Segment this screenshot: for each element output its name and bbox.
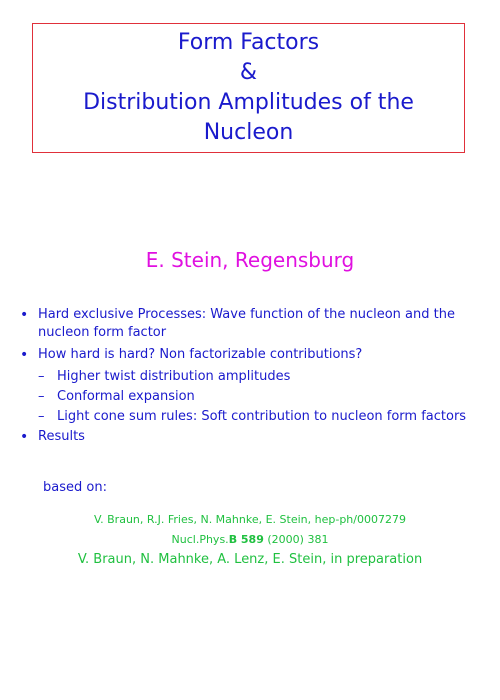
sub-bullet-list (20, 368, 490, 426)
reference-1: V. Braun, R.J. Fries, N. Mahnke, E. Stein, hep-ph/0007279 (94, 513, 406, 526)
sub-text-3: Light cone sum rules: Soft contribution to nucleon form factors (57, 409, 467, 424)
references (0, 510, 500, 570)
bullet-text-1: Hard exclusive Processes: Wave function of the nucleon and the nucleon form factor (38, 307, 455, 340)
dash-icon: – (38, 369, 45, 384)
dash-icon: – (38, 409, 45, 424)
title-frame (32, 23, 465, 153)
sub-text-2: Conformal expansion (57, 389, 195, 404)
title-line-4: Nucleon (203, 120, 294, 145)
reference-2-rest: (2000) 381 (263, 533, 329, 546)
bullet-item-1 (20, 306, 490, 342)
bullet-text-3: Results (38, 429, 85, 444)
title-line-2: & (239, 60, 258, 85)
author-line: E. Stein, Regensburg (145, 248, 355, 272)
bullet-item-3 (20, 428, 490, 446)
reference-2-volume: B 589 (228, 533, 264, 546)
bullet-icon: • (20, 307, 29, 323)
bullet-icon: • (20, 347, 29, 363)
bullet-item-2 (20, 346, 490, 364)
dash-icon: – (38, 389, 45, 404)
bullet-text-2: How hard is hard? Non factorizable contributions? (38, 347, 363, 362)
sub-item-2 (38, 388, 490, 406)
title-line-1: Form Factors (177, 30, 320, 55)
sub-text-1: Higher twist distribution amplitudes (57, 369, 291, 384)
title-line-3: Distribution Amplitudes of the (83, 90, 414, 115)
sub-item-1 (38, 368, 490, 386)
bullet-icon: • (20, 429, 29, 445)
reference-2 (0, 530, 500, 550)
reference-3: V. Braun, N. Mahnke, A. Lenz, E. Stein, in preparation (77, 552, 423, 567)
bullet-list (20, 306, 490, 450)
reference-2-journal: Nucl.Phys. (171, 533, 229, 546)
sub-item-3 (38, 408, 490, 426)
based-on-label: based on: (43, 480, 107, 495)
